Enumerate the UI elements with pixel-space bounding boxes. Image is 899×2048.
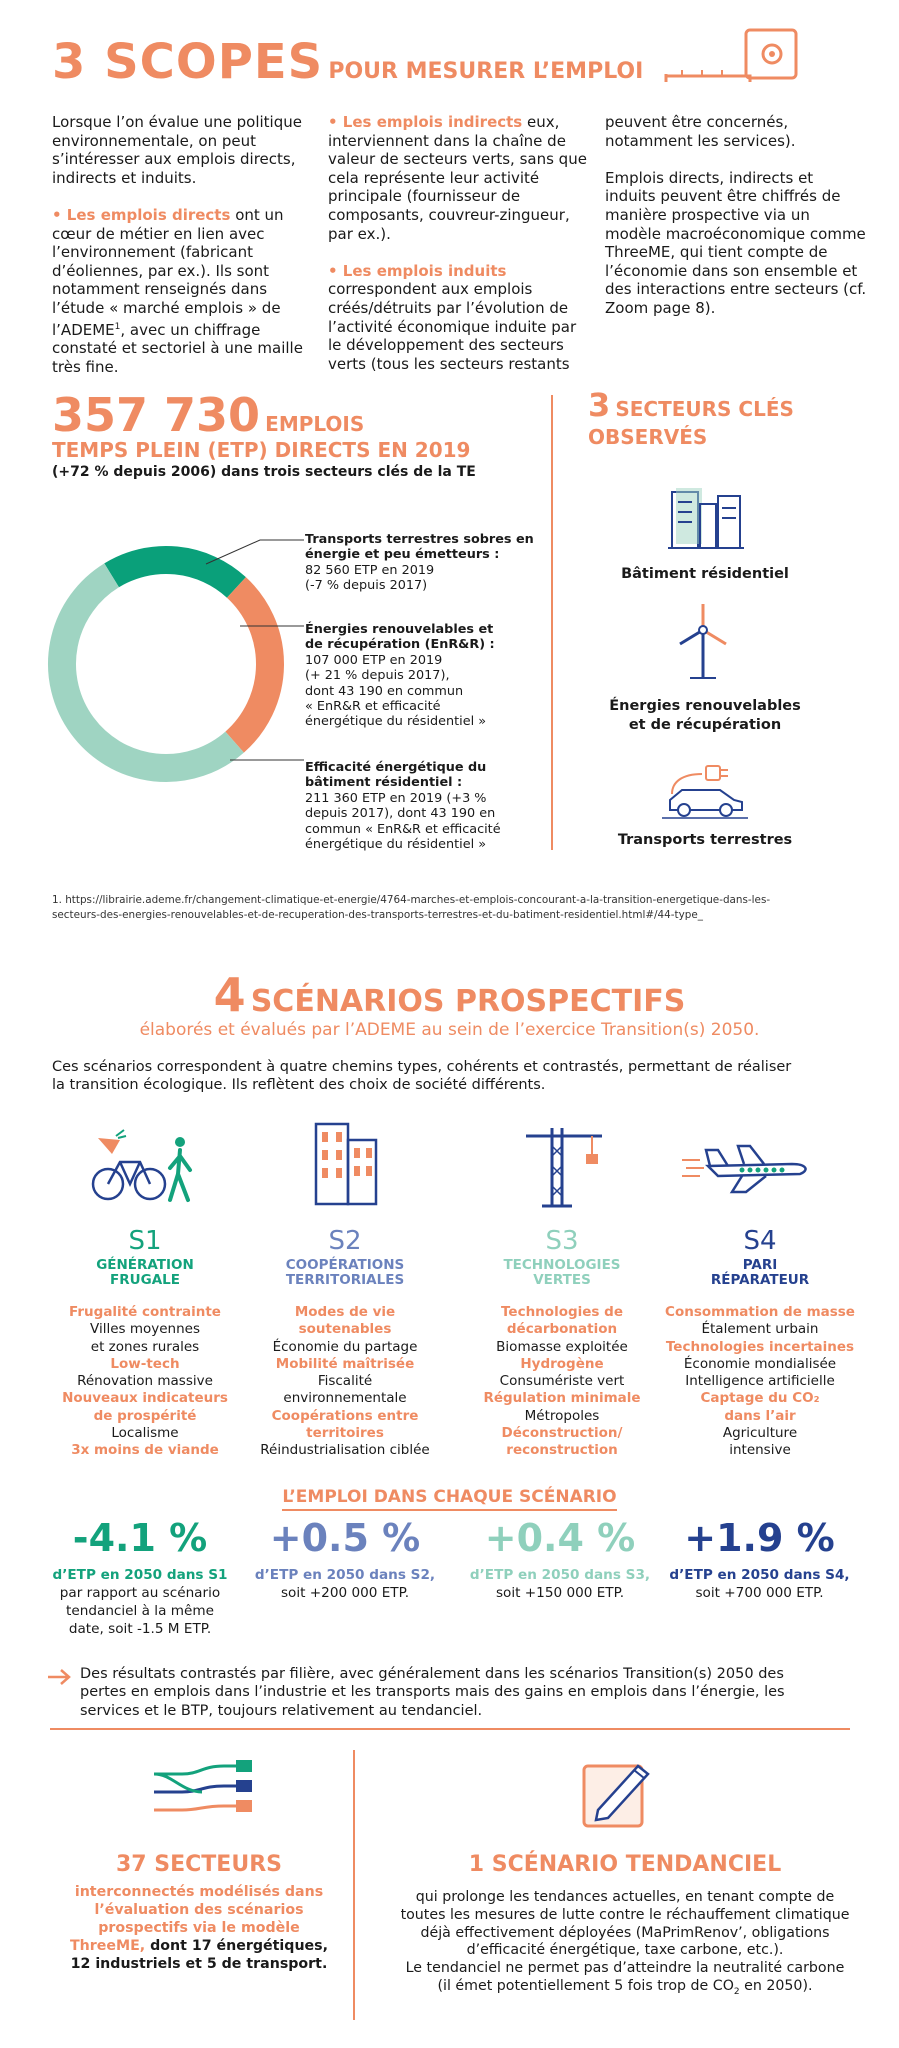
scenario-item: Agriculture (722, 1425, 798, 1442)
scenario-item: soutenables (298, 1321, 392, 1338)
scenario-item: Régulation minimale (483, 1390, 641, 1407)
emploi-s4: +1.9 % d’ETP en 2050 dans S4, soit +700 000 ETP. (669, 1516, 850, 1601)
scenario-item: Modes de vie (294, 1304, 396, 1320)
scenario-item: Fiscalité (317, 1373, 373, 1390)
arrow-right-icon (48, 1669, 72, 1685)
emplois-line3: (+72 % depuis 2006) dans trois secteurs clés de la TE (52, 464, 476, 480)
intro-col-1: Lorsque l’on évalue une politique environnementale, on peut s’intéresser aux emplois directs, indirects et induits. • Les emplois directs ont un cœur de métier en lien avec l’environnement (fabricant d’éoliennes, par ex.). Ils sont notamment renseignés dans l’étude « marché emplois » de l’ADEME$^1$, avec un chiffrage constaté et sectoriel à une maille très fine. (52, 113, 303, 376)
bottom-right-title: 1 SCÉNARIO TENDANCIEL (468, 1852, 782, 1877)
scenario-code: S2 (328, 1226, 362, 1256)
donut-leaders (200, 530, 310, 790)
scenario-items (462, 1304, 662, 1460)
scenarios-title: 4 SCÉNARIOS PROSPECTIFS (213, 968, 686, 1022)
label-batiment: Efficacité énergétique du bâtiment résidentiel : 211 360 ETP en 2019 (+3 % depuis 2017), dont 43 190 en commun « EnR&R et efficacité énergétique du résidentiel » (305, 760, 501, 853)
scenario-item: Réindustrialisation ciblée (260, 1442, 430, 1459)
bike-and-walker-icon (90, 1128, 200, 1206)
scenario-item: et zones rurales (90, 1338, 200, 1355)
scenario-item: Consumériste vert (499, 1373, 625, 1390)
scenario-code: S4 (743, 1226, 777, 1256)
scenario-items (45, 1304, 245, 1460)
scenario-code: S1 (128, 1226, 162, 1256)
emplois-number: 357 730 (52, 388, 261, 442)
scenario-item: Rénovation massive (77, 1373, 213, 1390)
scenario-item: Hydrogène (520, 1355, 604, 1372)
scenario-item: Déconstruction/ (501, 1425, 623, 1442)
conclusion: Des résultats contrastés par filière, avec généralement dans les scénarios Transition(s) 2050 des pertes en emplois dans l’industrie et les transports mais des gains en emplois dans l’énergie, les services et le BTP, toujours relativement au tendanciel. (80, 1666, 785, 1719)
divider-bottom-center (353, 1750, 355, 2020)
scenario-item: environnementale (283, 1390, 407, 1407)
emploi-title: L’EMPLOI DANS CHAQUE SCÉNARIO (0, 1487, 899, 1507)
emplois-headline (52, 388, 364, 442)
pen-and-paper-icon (578, 1752, 656, 1832)
scenario-code: S3 (545, 1226, 579, 1256)
scenario-item: Mobilité maîtrisée (275, 1355, 415, 1372)
apartment-building-icon (310, 1120, 382, 1208)
buildings-icon (668, 482, 744, 552)
airplane-icon (682, 1136, 812, 1196)
scenario-item: 3x moins de viande (71, 1442, 219, 1459)
emplois-unit: EMPLOIS (265, 412, 365, 436)
secteur-label-3: Transports terrestres (617, 832, 793, 848)
label-enr: Énergies renouvelables et de récupération (EnR&R) : 107 000 ETP en 2019 (+ 21 % depuis 2017), dont 43 190 en commun « EnR&R et efficacité énergétique du résidentiel » (305, 622, 495, 730)
scenario-item: Métropoles (524, 1407, 600, 1424)
emploi-s3: +0.4 % d’ETP en 2050 dans S3, soit +150 000 ETP. (469, 1516, 651, 1601)
scenario-item: intensive (729, 1442, 791, 1459)
scenario-item: Low-tech (110, 1355, 180, 1372)
label-transport: Transports terrestres sobres en énergie et peu émetteurs : 82 560 ETP en 2019 (-7 % depuis 2017) (305, 532, 534, 594)
emploi-s2: +0.5 % d’ETP en 2050 dans S2, soit +200 000 ETP. (254, 1516, 436, 1601)
scenario-item: Technologies de (501, 1304, 623, 1320)
scenario-s4: S4 PARI RÉPARATEUR Consommation de masse Étalement urbain Technologies incertaines Économie mondialisée Intelligence artificielle Captage du CO₂ dans l’air Agriculture intensive (655, 1226, 865, 1460)
scenario-item: Étalement urbain (701, 1321, 819, 1338)
scenario-s1: S1 GÉNÉRATION FRUGALE Frugalité contrainte Villes moyennes et zones rurales Low-tech Rénovation massive Nouveaux indicateurs de prospérité Localisme 3x moins de viande (45, 1226, 245, 1460)
scenario-item: reconstruction (506, 1442, 618, 1459)
footnote: 1. https://librairie.ademe.fr/changement-climatique-et-energie/4764-marches-et-emplois-concourant-a-la-transition-energetique-dans-les- secteurs-des-energies-renouvelables-et-de-recuperation-des-transports-terrestres-et-du-batiment-residentiel.html#/44-type_ (52, 894, 771, 921)
scenario-s2: S2 COOPÉRATIONS TERRITORIALES Modes de vie soutenables Économie du partage Mobilité maîtrisée Fiscalité environnementale Coopérations entre territoires Réindustrialisation ciblée (245, 1226, 445, 1460)
secteur-label-2: Énergies renouvelables et de récupération (609, 698, 801, 733)
scenario-item: Technologies incertaines (665, 1338, 855, 1355)
secteur-label-1: Bâtiment résidentiel (621, 566, 789, 582)
scenario-item: Économie mondialisée (683, 1355, 837, 1372)
emploi-s1: -4.1 % d’ETP en 2050 dans S1 par rapport au scénario tendanciel à la même date, soit -1.5 M ETP. (52, 1516, 228, 1637)
emplois-line2: TEMPS PLEIN (ETP) DIRECTS EN 2019 (52, 438, 471, 462)
header-big: 3 SCOPES (52, 34, 324, 90)
scenario-item: Coopérations entre (271, 1407, 419, 1424)
scenario-item: Frugalité contrainte (69, 1304, 221, 1320)
scenario-items (655, 1304, 865, 1460)
scenario-items (245, 1304, 445, 1460)
bottom-left-title: 37 SECTEURS (116, 1852, 282, 1877)
scenario-item: Intelligence artificielle (685, 1373, 835, 1390)
scenario-item: territoires (306, 1425, 384, 1442)
scenario-item: Consommation de masse (665, 1304, 855, 1320)
intro-col-3: peuvent être concernés, notamment les services). Emplois directs, indirects et induits peuvent être chiffrés de manière prospective via un modèle macroéconomique comme ThreeME, qui tient compte de l’économie dans son ensemble et des interactions entre secteurs (cf. Zoom page 8). (605, 113, 867, 317)
scenario-item: décarbonation (506, 1321, 618, 1338)
bottom-left: 37 SECTEURS interconnectés modélisés dans l’évaluation des scénarios prospectifs via le modèle ThreeME, dont 17 énergétiques, 12 industriels et 5 de transport. (50, 1852, 348, 1973)
header-small: POUR MESURER L’EMPLOI (328, 59, 644, 84)
measuring-tape-icon (662, 26, 802, 84)
network-lines-icon (152, 1758, 256, 1826)
scenario-item: Économie du partage (272, 1338, 418, 1355)
divider-bottom (50, 1728, 850, 1730)
crane-icon (522, 1122, 606, 1208)
scenario-s3: S3 TECHNOLOGIES VERTES Technologies de décarbonation Biomasse exploitée Hydrogène Consumériste vert Régulation minimale Métropoles Déconstruction/ reconstruction (462, 1226, 662, 1460)
scenario-item: Biomasse exploitée (496, 1338, 628, 1355)
scenario-item: dans l’air (724, 1407, 796, 1424)
scenario-item: Nouveaux indicateurs (62, 1390, 228, 1407)
bottom-right: 1 SCÉNARIO TENDANCIEL qui prolonge les tendances actuelles, en tenant compte de toutes les mesures de lutte contre le réchauffement climatique déjà effectivement déployées (MaPrimRenov’, obligations d’efficacité énergétique, taxe carbone, etc.). Le tendanciel ne permet pas d’atteindre la neutralité carbone (il émet potentiellement 5 fois trop de $CO_2$ en 2050). (370, 1852, 880, 2002)
intro-col-2: • Les emplois indirects eux, interviennent dans la chaîne de valeur de secteurs verts, sans que cela représente leur activité principale (fournisseur de composants, couvreur-zingueur, par ex.). • Les emplois induits correspondent aux emplois créés/détruits par l’évolution de l’activité économique induite par le développement des secteurs verts (tous les secteurs restants (328, 113, 587, 373)
scenarios-subtitle: élaborés et évalués par l’ADEME au sein de l’exercice Transition(s) 2050. (139, 1020, 760, 1040)
wind-turbine-icon (670, 600, 736, 680)
header (52, 34, 643, 90)
secteurs-title: 3 SECTEURS CLÉS OBSERVÉS (588, 386, 794, 449)
scenario-item: Villes moyennes (90, 1321, 200, 1338)
scenario-item: Captage du CO₂ (700, 1390, 820, 1407)
divider-emplois (551, 395, 553, 850)
scenario-item: de prospérité (93, 1407, 197, 1424)
scenario-item: Localisme (111, 1425, 179, 1442)
scenarios-intro: Ces scénarios correspondent à quatre chemins types, cohérents et contrastés, permettant de réaliser la transition écologique. Ils reflètent des choix de société différents. (52, 1059, 792, 1093)
electric-car-icon (662, 760, 748, 822)
